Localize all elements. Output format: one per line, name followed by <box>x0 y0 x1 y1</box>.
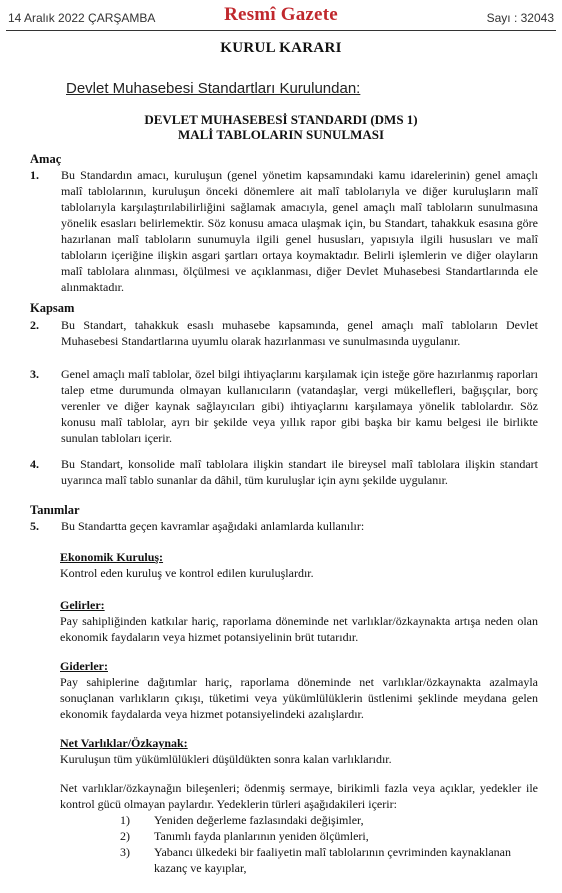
list-item-number: 1) <box>120 813 130 827</box>
reserve-types-list <box>120 812 538 876</box>
list-item-text: Yabancı ülkedeki bir faaliyetin malî tablolarının çevriminden kaynaklanan kazanç ve kayıplar, <box>154 845 511 875</box>
issue-number: Sayı : 32043 <box>486 11 554 25</box>
definition-term: Gelirler: <box>60 598 105 612</box>
list-item <box>120 812 538 828</box>
issue-date: 14 Aralık 2022 ÇARŞAMBA <box>8 11 156 25</box>
paragraph-number: 5. <box>30 519 39 533</box>
paragraph-5 <box>30 518 538 534</box>
paragraph-text: Bu Standardın amacı, kuruluşun (genel yönetim kapsamındaki kamu idarelerinin) genel amaçlı malî tablolarının, kuruluşun önceki dönemlere ait malî tablolarıyla ve diğer kuruluşların malî tablolarıyla karşılaştırılabilirliğini sağlamak amacıyla, genel amaçlı malî tabloların sunulmasına yönelik esasları belirlemektir. Söz konusu amaca ulaşmak için, bu Standart, tahakkuk esasına göre hazırlanan malî tabloların sunumuyla ilgili genel hususları, yapısıyla ilgili hususları ve malî tabloların içeriğine ilişkin asgari şartları ortaya koymaktadır. Belirli işlemlerin ve diğer olayların malî tablolara alınması, ölçülmesi ve açıklanması, diğer Devlet Muhasebesi Standartlarında ele alınmaktadır. <box>61 168 538 294</box>
paragraph-text: Bu Standart, konsolide malî tablolara ilişkin standart ile bireysel malî tablolara ilişkin standart uyarınca malî tablo sunanlar da dâhil, tüm kuruluşlar için aynı şekilde uygulanır. <box>61 457 538 487</box>
paragraph-number: 2. <box>30 318 39 332</box>
definition-text: Pay sahipliğinden katkılar hariç, raporlama döneminde net varlıklar/özkaynakta artışa neden olan ekonomik faydaların veya hizmet potansiyelinin brüt tutarıdır. <box>60 614 538 644</box>
heading-tanimlar: Tanımlar <box>30 503 80 517</box>
paragraph-number: 3. <box>30 367 39 381</box>
list-item <box>120 844 538 876</box>
issuing-board: Devlet Muhasebesi Standartları Kurulundan: <box>66 80 361 97</box>
definition-gelirler <box>60 597 538 645</box>
paragraph-3 <box>30 366 538 446</box>
definition-term: Net Varlıklar/Özkaynak: <box>60 736 188 750</box>
definition-ekonomik-kurulus <box>60 549 538 581</box>
paragraph-text: Genel amaçlı malî tablolar, özel bilgi ihtiyaçlarını karşılamak için isteğe göre hazırlanmış raporları talep etme durumunda olmayan kullanıcıların (vatandaşlar, vergi mükellefleri, bağışçılar, borç verenler ve diğer kaynak sağlayıcıları gibi) ihtiyaçlarını karşılamaya yönelik tablolardır. Söz konusu malî tablolar, ayrı bir şekilde veya yıllık rapor gibi başka bir kamu belgesi ile birlikte sunulan tabloları içerir. <box>61 367 538 445</box>
definition-text: Pay sahiplerine dağıtımlar hariç, raporlama döneminde net varlıklar/özkaynakta azalmayla sonuçlanan varlıkların çıkışı, tüketimi veya yükümlülüklerin üstlenimi şeklinde meydana gelen ekonomik faydalarda veya hizmet potansiyelindeki azalışlardır. <box>60 675 538 721</box>
paragraph-1 <box>30 167 538 295</box>
list-item-number: 2) <box>120 829 130 843</box>
definition-term: Ekonomik Kuruluş: <box>60 550 164 564</box>
definition-text: Kuruluşun tüm yükümlülükleri düşüldükten sonra kalan varlıklarıdır. <box>60 752 392 766</box>
definition-net-varliklar <box>60 735 538 767</box>
definition-term: Giderler: <box>60 659 108 673</box>
paragraph-number: 1. <box>30 168 39 182</box>
paragraph-number: 4. <box>30 457 39 471</box>
heading-kapsam: Kapsam <box>30 301 75 315</box>
standard-title <box>0 112 562 142</box>
heading-amac: Amaç <box>30 152 62 166</box>
paragraph-2 <box>30 317 538 349</box>
gazette-title: Resmî Gazete <box>224 4 338 25</box>
standard-title-line2: MALİ TABLOLARIN SUNULMASI <box>177 127 385 142</box>
section-title: KURUL KARARI <box>220 40 342 56</box>
definition-giderler <box>60 658 538 722</box>
paragraph-4 <box>30 456 538 488</box>
standard-title-line1: DEVLET MUHASEBESİ STANDARDI (DMS 1) <box>144 112 418 127</box>
gazette-header <box>6 4 556 28</box>
header-divider <box>6 30 556 31</box>
list-item <box>120 828 538 844</box>
definition-text: Kontrol eden kuruluş ve kontrol edilen kuruluşlardır. <box>60 566 314 580</box>
list-item-number: 3) <box>120 845 130 859</box>
list-item-text: Tanımlı fayda planlarının yeniden ölçümleri, <box>154 829 369 843</box>
list-item-text: Yeniden değerleme fazlasındaki değişimler, <box>154 813 364 827</box>
paragraph-text: Bu Standartta geçen kavramlar aşağıdaki anlamlarda kullanılır: <box>61 519 365 533</box>
net-assets-note: Net varlıklar/özkaynağın bileşenleri; ödenmiş sermaye, birikimli fazla veya açıklar, yedekler ile kontrol gücü olmayan paylardır. Yedeklerin türleri aşağıdakileri içerir: <box>60 781 538 811</box>
paragraph-text: Bu Standart, tahakkuk esaslı muhasebe kapsamında, genel amaçlı malî tabloların Devlet Muhasebesi Standartlarına uyumlu olarak hazırlanması ve sunulmasında uygulanır. <box>61 318 538 348</box>
